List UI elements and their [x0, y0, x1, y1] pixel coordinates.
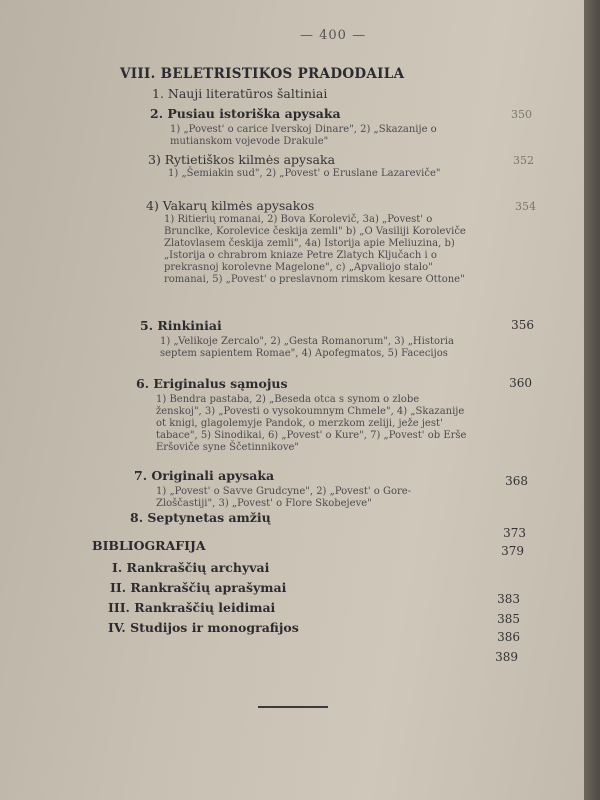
section-7-sub: 1) „Povest' o Savve Grudcyne", 2) „Povest' o Gore-Zloščastiji", 3) „Povest' o Flore Skobejeve"	[156, 486, 412, 509]
section-2-sub: 1) „Povest' o carice Iverskoj Dinare", 2) „Skazanije o mutianskom vojevode Drakule"	[170, 124, 437, 147]
section-8-page: 373	[503, 526, 526, 540]
bibliography-item-3: III. Rankraščių leidimai	[108, 600, 276, 615]
section-7-label: 7. Originali apysaka	[134, 468, 275, 483]
section-5-sub: 1) „Velikoje Zercalo", 2) „Gesta Romanorum", 3) „Historia septem sapientem Romae", 4) Apofegmatos, 5) Facecijos	[160, 336, 454, 359]
bibliography-item-4-page: 386	[497, 630, 520, 644]
section-6-label: 6. Eriginalus sąmojus	[136, 376, 288, 391]
bibliography-trailing-page: 389	[495, 650, 518, 664]
bibliography-item-2-page: 383	[497, 592, 520, 606]
section-6-sub: 1) Bendra pastaba, 2) „Beseda otca s synom o zlobe ženskoj", 3) „Povesti o vysokoumnym Chmele", 4) „Skazanije ot knigi, glagolemyje Pandok, o merzkom zeliji, ježe jest' tabace", 5) Sinodikai, 6) „Povest' o Kure", 7) „Povest' ob Erše Eršoviče syne Ščetinnikove"	[156, 394, 467, 453]
bibliography-item-3-page: 385	[497, 612, 520, 626]
section-3-sub: 1) „Šemiakin sud", 2) „Povest' o Eruslane Lazareviče"	[168, 168, 441, 179]
section-4-sub: 1) Ritierių romanai, 2) Bova Korolevič, 3a) „Povest' o Brunclke, Korolevice českija zemli" b) „O Vasiliji Koroleviče Zlatovlasem českija zemli", 4a) Istorija apie Meliuzina, b) „Istorija o chrabrom kniaze Petre Zlatych Ključach i o prekrasnoj korolevne Magelone", c) „Apvaliojo stalo" romanai, 5) „Povest' o preslavnom rimskom kesare Ottone"	[164, 214, 466, 285]
bibliography-item-4: IV. Studijos ir monografijos	[108, 620, 299, 635]
section-1-label: 1. Nauji literatūros šaltiniai	[152, 86, 328, 101]
section-3-page: 352	[513, 154, 534, 167]
end-rule	[258, 706, 328, 708]
bibliography-page: 379	[501, 544, 524, 558]
book-edge-shadow	[584, 0, 600, 800]
bibliography-item-1: I. Rankraščių archyvai	[112, 560, 270, 575]
section-8-label: 8. Septynetas amžių	[130, 510, 271, 525]
bibliography-title: BIBLIOGRAFIJA	[92, 538, 206, 553]
bibliography-item-2: II. Rankraščių aprašymai	[110, 580, 287, 595]
section-5-label: 5. Rinkiniai	[140, 318, 222, 333]
section-4-label: 4) Vakarų kilmės apysakos	[146, 198, 315, 213]
section-7-page: 368	[505, 474, 528, 488]
section-2-label: 2. Pusiau istoriška apysaka	[150, 106, 341, 121]
section-5-page: 356	[511, 318, 534, 332]
chapter-title: VIII. BELETRISTIKOS PRADODAILA	[120, 66, 405, 82]
page-number: — 400 —	[300, 28, 367, 43]
section-3-label: 3) Rytietiškos kilmės apysaka	[148, 152, 336, 167]
section-6-page: 360	[509, 376, 532, 390]
section-4-page: 354	[515, 200, 536, 213]
section-2-page: 350	[511, 108, 532, 121]
